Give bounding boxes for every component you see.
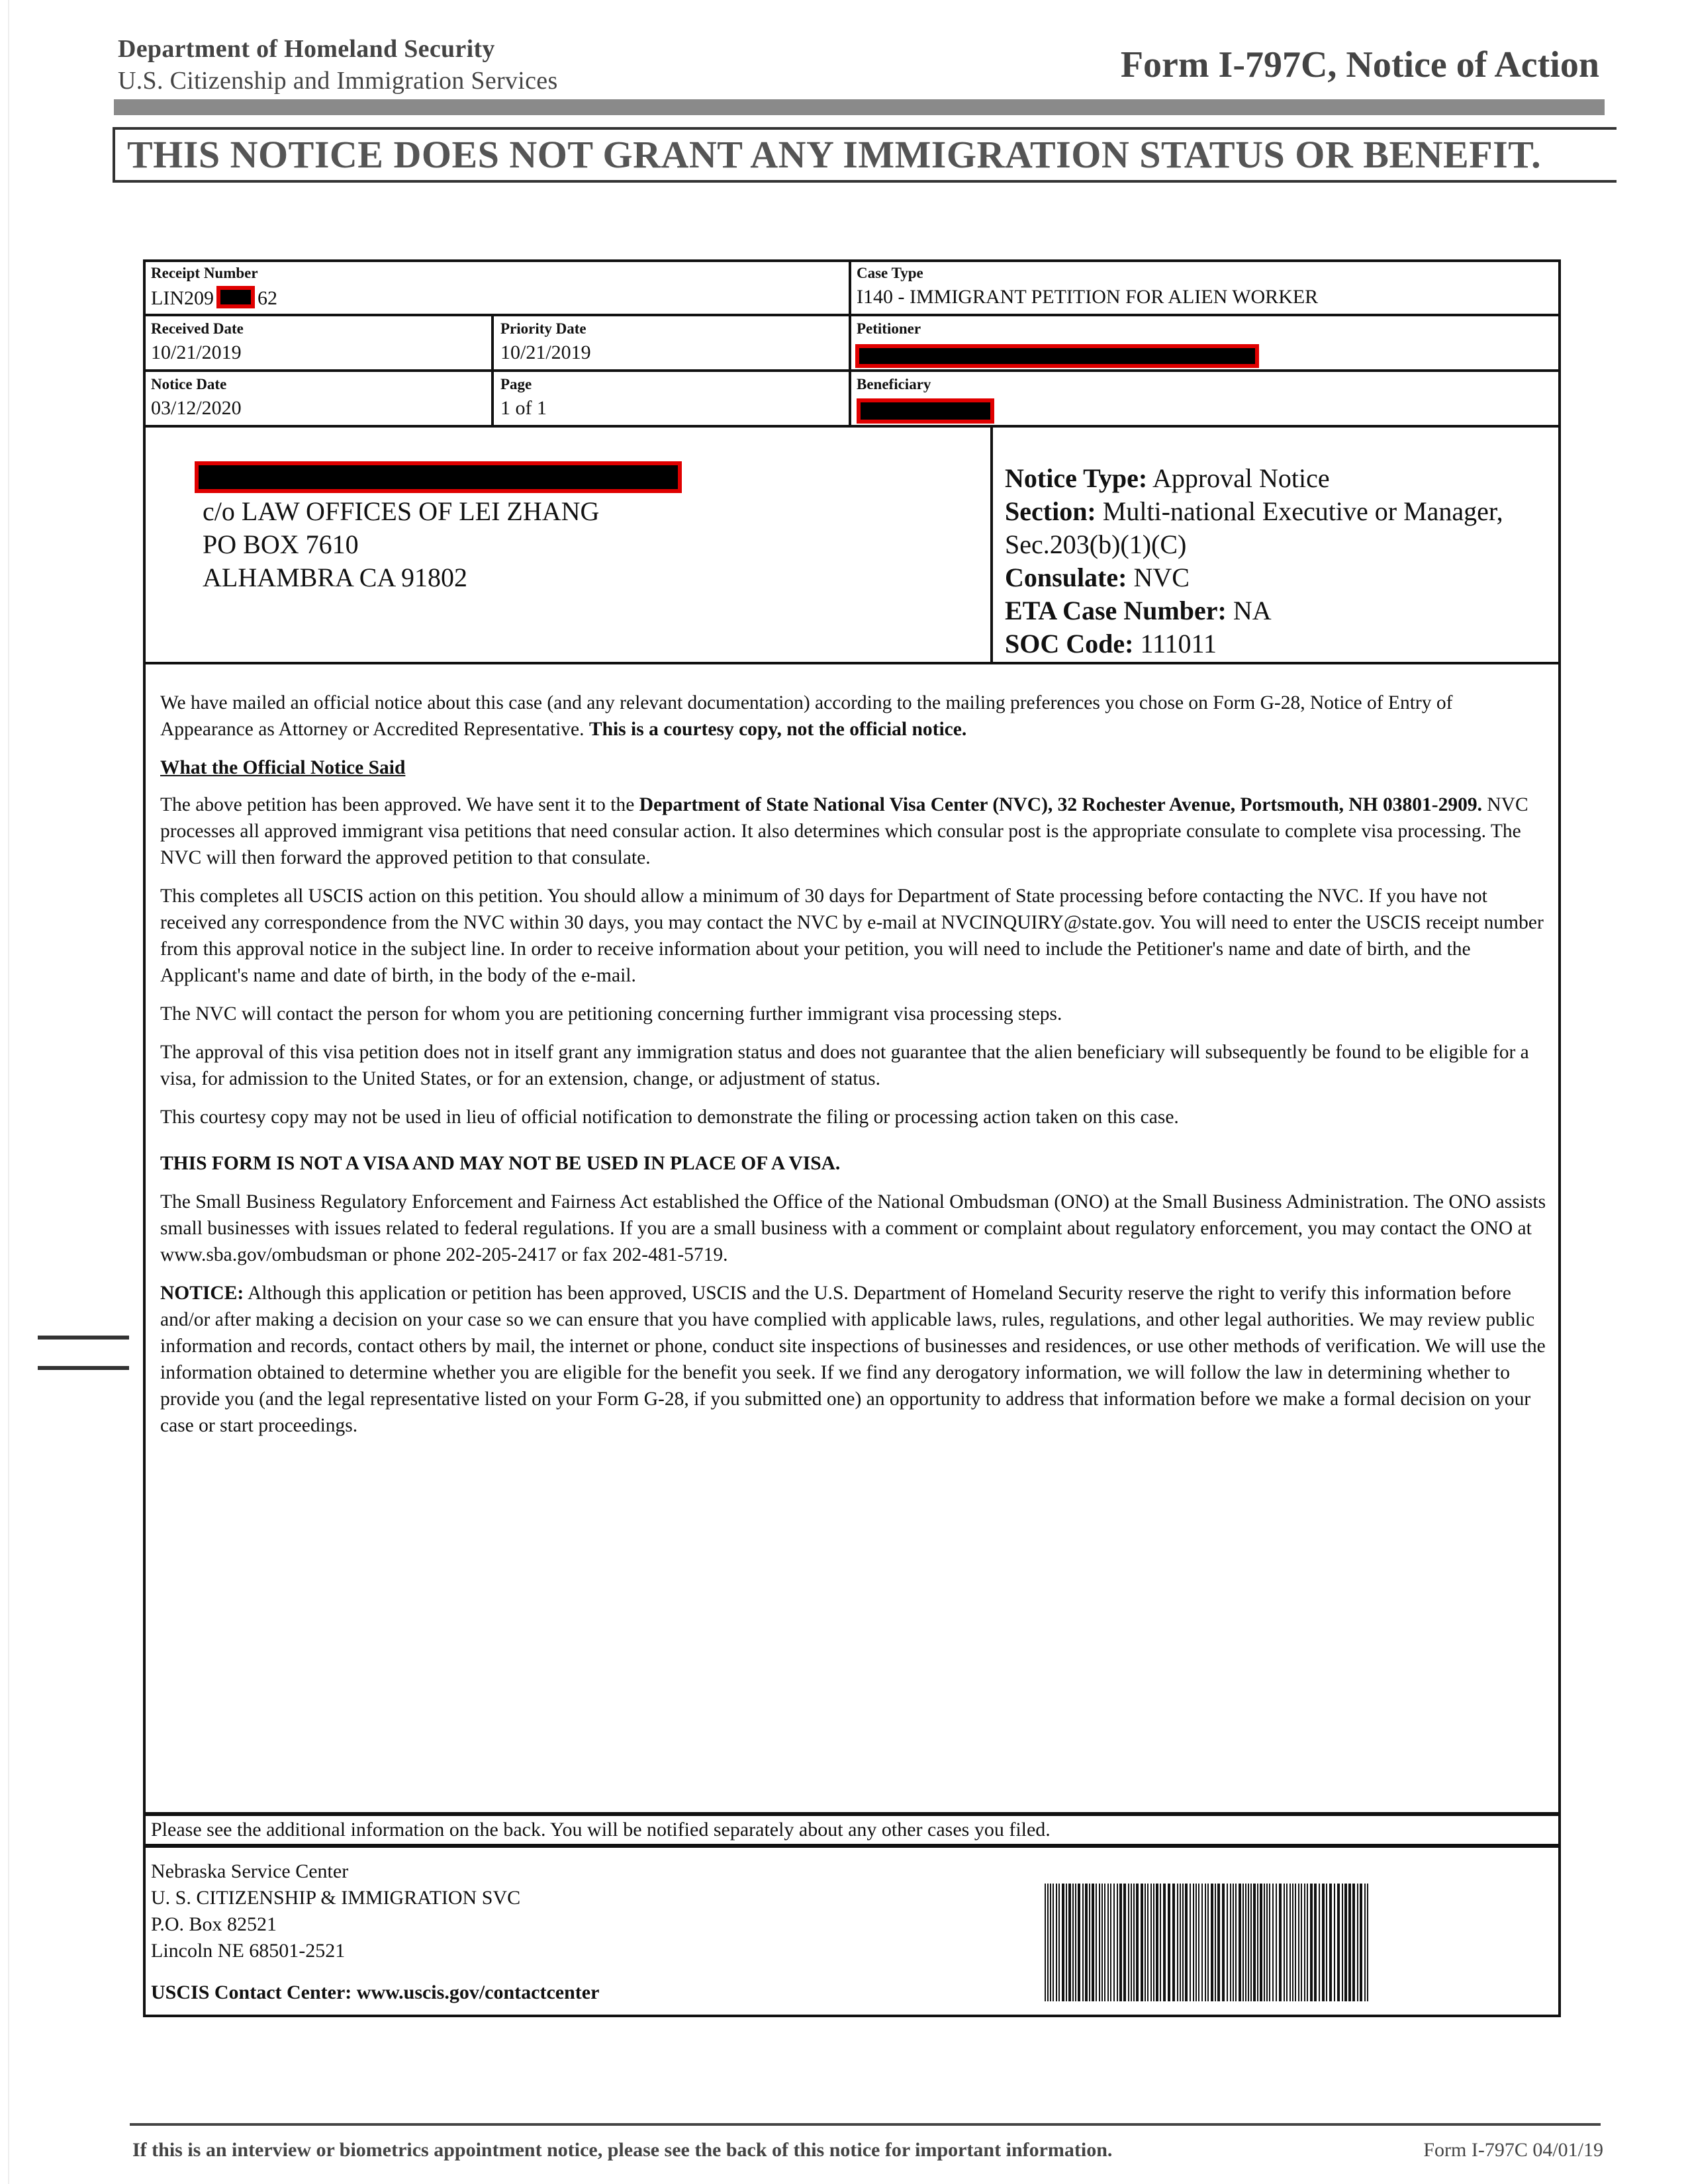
- barcode-bar: [1205, 1884, 1206, 2001]
- barcode-bar: [1248, 1884, 1249, 2001]
- barcode-bar: [1145, 1884, 1146, 2001]
- see-back-note: Please see the additional information on the back. You will be notified separately about any other cases you filed.: [151, 1819, 1051, 1841]
- barcode-bar: [1322, 1884, 1325, 2001]
- barcode-bar: [1260, 1884, 1262, 2001]
- section-row: [1005, 495, 1503, 528]
- barcode-bar: [1207, 1884, 1209, 2001]
- receipt-number-suffix: 62: [257, 287, 277, 309]
- barcode-bar: [1053, 1884, 1054, 2001]
- divider: [143, 369, 1561, 372]
- barcode-bar: [1310, 1884, 1313, 2001]
- barcode-bar: [1104, 1884, 1105, 2001]
- notice-body: [160, 690, 1547, 1451]
- fold-mark: [38, 1336, 129, 1340]
- barcode-bar: [1301, 1884, 1302, 2001]
- notice-date: 03/12/2020: [151, 397, 242, 419]
- barcode-bar: [1193, 1884, 1194, 2001]
- paragraph: The Small Business Regulatory Enforcement and Fairness Act established the Office of the National Ombudsman (ONO) at the Small Business Administration. The ONO assists small businesses with issues related to federal regulations. If you are a small business with a comment or complaint about regulatory enforcement, you may contact the ONO at www.sba.gov/ombudsman or phone 202-205-2417 or fax 202-481-5719.: [160, 1191, 1546, 1265]
- barcode-bar: [1357, 1884, 1358, 2001]
- paragraph-text: Although this application or petition has been approved, USCIS and the U.S. Department of Homeland Security reserve the right to verify this information before and/or after making a decision on your case so we can ensure that you have complied with applicable laws, rules, regulations, and other legal authorities. We may review public information and records, contact others by mail, the internet or phone, conduct site inspections of businesses and residences, or use other methods of verification. We will use the information obtained to determine whether you are eligible for the benefit you seek. If we find any derogatory information, we will follow the law in determining whether to provide you (and the legal representative listed on your Form G-28, if you submitted one) an opportunity to address that information before we make a formal decision on your case or start proceedings.: [160, 1283, 1546, 1436]
- barcode-bar: [1102, 1884, 1103, 2001]
- barcode-bar: [1243, 1884, 1244, 2001]
- barcode-bar: [1156, 1884, 1158, 2001]
- soc-label: SOC Code:: [1005, 629, 1134, 659]
- divider: [143, 662, 1561, 664]
- barcode-bar: [1367, 1884, 1368, 2001]
- barcode-bar: [1185, 1884, 1188, 2001]
- beneficiary-label: Beneficiary: [857, 376, 931, 392]
- paragraph: The NVC will contact the person for whom you are petitioning concerning further immigrant visa processing steps.: [160, 1003, 1062, 1024]
- page-label: Page: [500, 376, 532, 392]
- eta-row: [1005, 594, 1503, 627]
- barcode-bar: [1119, 1884, 1122, 2001]
- notice-label: NOTICE:: [160, 1283, 244, 1304]
- barcode-bar: [1198, 1884, 1199, 2001]
- barcode-bar: [1068, 1884, 1071, 2001]
- center-line: Lincoln NE 68501-2521: [151, 1940, 346, 1962]
- barcode-bar: [1284, 1884, 1285, 2001]
- notice-type-label: Notice Type:: [1005, 463, 1148, 493]
- paragraph: [160, 792, 1547, 871]
- mailing-address: [203, 495, 599, 594]
- barcode-bar: [1295, 1884, 1296, 2001]
- barcode-bar: [1050, 1884, 1051, 2001]
- barcode-bar: [1190, 1884, 1191, 2001]
- visa-disclaimer: THIS FORM IS NOT A VISA AND MAY NOT BE USED IN PLACE OF A VISA.: [160, 1153, 841, 1174]
- barcode-bar: [1307, 1884, 1308, 2001]
- barcode-bar: [1136, 1884, 1139, 2001]
- barcode-bar: [1056, 1884, 1057, 2001]
- petitioner-redaction: [855, 344, 1259, 368]
- barcode-bar: [1329, 1884, 1332, 2001]
- divider: [143, 1844, 1561, 1848]
- barcode-bar: [1066, 1884, 1067, 2001]
- notice-type-row: [1005, 462, 1503, 495]
- divider: [143, 314, 1561, 316]
- barcode-bar: [1264, 1884, 1265, 2001]
- barcode-bar: [1279, 1884, 1282, 2001]
- divider: [849, 259, 851, 426]
- barcode-bar: [1230, 1884, 1231, 2001]
- paragraph-text: We have mailed an official notice about this case (and any relevant documentation) according to the mailing preferences you chose on Form G-28, Notice of Entry of Appearance as Attorney or Accredited Representative.: [160, 692, 1453, 740]
- barcode-bar: [1235, 1884, 1237, 2001]
- scan-margin-line: [8, 0, 9, 2184]
- notice-details: [1005, 462, 1503, 660]
- barcode-bar: [1168, 1884, 1170, 2001]
- form-edition: Form I-797C 04/01/19: [1423, 2139, 1603, 2161]
- barcode-bar: [1245, 1884, 1246, 2001]
- barcode-bar: [1180, 1884, 1181, 2001]
- barcode-bar: [1082, 1884, 1084, 2001]
- barcode-bar: [1047, 1884, 1049, 2001]
- soc-code: 111011: [1140, 629, 1217, 659]
- barcode-bar: [1141, 1884, 1143, 2001]
- consulate-row: [1005, 561, 1503, 594]
- barcode-bar: [1177, 1884, 1178, 2001]
- barcode-bar: [1153, 1884, 1154, 2001]
- center-line: Nebraska Service Center: [151, 1860, 349, 1882]
- barcode-bar: [1233, 1884, 1234, 2001]
- paragraph-bold: This is a courtesy copy, not the official notice.: [588, 719, 967, 740]
- barcode-bar: [1058, 1884, 1060, 2001]
- address-line: PO BOX 7610: [203, 529, 359, 559]
- case-type-label: Case Type: [857, 265, 923, 281]
- barcode-bar: [1239, 1884, 1241, 2001]
- barcode-bar: [1117, 1884, 1118, 2001]
- divider: [143, 1812, 1561, 1816]
- paragraph-text: The above petition has been approved. We have sent it to the: [160, 794, 639, 815]
- nvc-address: Department of State National Visa Center (NVC), 32 Rochester Avenue, Portsmouth, NH 03801-2909.: [639, 794, 1482, 815]
- priority-date-label: Priority Date: [500, 320, 586, 337]
- center-line: U. S. CITIZENSHIP & IMMIGRATION SVC: [151, 1887, 521, 1909]
- barcode-bar: [1045, 1884, 1046, 2001]
- barcode-bar: [1286, 1884, 1288, 2001]
- barcode-bar: [1147, 1884, 1149, 2001]
- divider: [491, 315, 494, 426]
- barcode-bar: [1150, 1884, 1152, 2001]
- divider: [990, 426, 993, 663]
- barcode-bar: [1096, 1884, 1097, 2001]
- barcode-bar: [1089, 1884, 1090, 2001]
- paragraph: This courtesy copy may not be used in lieu of official notification to demonstrate the filing or processing action taken on this case.: [160, 1107, 1179, 1128]
- barcode-bar: [1348, 1884, 1351, 2001]
- agency-name: Department of Homeland Security: [118, 35, 495, 63]
- barcode-bar: [1128, 1884, 1129, 2001]
- barcode-bar: [1085, 1884, 1088, 2001]
- barcode-bar: [1344, 1884, 1347, 2001]
- redaction-box: [216, 286, 255, 308]
- barcode-bar: [1160, 1884, 1161, 2001]
- barcode-bar: [1215, 1884, 1216, 2001]
- barcode-bar: [1276, 1884, 1277, 2001]
- agency-subname: U.S. Citizenship and Immigration Services: [118, 67, 558, 95]
- priority-date: 10/21/2019: [500, 341, 591, 363]
- received-date-label: Received Date: [151, 320, 244, 337]
- barcode-bar: [1334, 1884, 1335, 2001]
- status-banner: [113, 127, 1617, 183]
- barcode-bar: [1062, 1884, 1064, 2001]
- section-cont: Sec.203(b)(1)(C): [1005, 529, 1187, 559]
- case-type: I140 - IMMIGRANT PETITION FOR ALIEN WORKER: [857, 286, 1319, 308]
- barcode-bar: [1352, 1884, 1355, 2001]
- beneficiary-redaction: [857, 398, 994, 424]
- page-number: 1 of 1: [500, 397, 547, 419]
- eta-case-number: NA: [1233, 596, 1272, 625]
- barcode-bar: [1364, 1884, 1366, 2001]
- receipt-number-label: Receipt Number: [151, 265, 258, 281]
- barcode-bar: [1342, 1884, 1343, 2001]
- barcode-bar: [1072, 1884, 1074, 2001]
- notice-date-label: Notice Date: [151, 376, 227, 392]
- section-header: What the Official Notice Said: [160, 757, 406, 778]
- consulate: NVC: [1133, 563, 1190, 592]
- receipt-number-prefix: LIN209: [151, 287, 214, 309]
- contact-center: USCIS Contact Center: www.uscis.gov/contactcenter: [151, 1981, 600, 2003]
- eta-label: ETA Case Number:: [1005, 596, 1227, 625]
- divider: [143, 425, 1561, 428]
- barcode-bar: [1110, 1884, 1111, 2001]
- barcode-bar: [1266, 1884, 1268, 2001]
- barcode-bar: [1289, 1884, 1291, 2001]
- barcode-bar: [1163, 1884, 1166, 2001]
- barcode-bar: [1113, 1884, 1115, 2001]
- address-line: c/o LAW OFFICES OF LEI ZHANG: [203, 496, 600, 526]
- barcode-bar: [1298, 1884, 1299, 2001]
- barcode-bar: [1227, 1884, 1228, 2001]
- footer-note: If this is an interview or biometrics appointment notice, please see the back of this notice for important information.: [132, 2139, 1113, 2161]
- barcode-bar: [1326, 1884, 1327, 2001]
- status-banner-text: THIS NOTICE DOES NOT GRANT ANY IMMIGRATION STATUS OR BENEFIT.: [127, 133, 1542, 176]
- footer-rule: [130, 2123, 1601, 2126]
- header-band: [114, 99, 1605, 115]
- address-line: ALHAMBRA CA 91802: [203, 563, 468, 592]
- service-center-address: [151, 1858, 520, 1964]
- barcode-bar: [1201, 1884, 1203, 2001]
- barcode-bar: [1319, 1884, 1320, 2001]
- soc-row: [1005, 627, 1503, 660]
- barcode-bar: [1360, 1884, 1362, 2001]
- fold-mark: [38, 1366, 129, 1370]
- paragraph-text: NVC processes all approved immigrant visa petitions that need consular action. It also determines which consular post is the appropriate consulate to complete visa processing. The NVC will then forward the approved petition to that consulate.: [160, 794, 1528, 868]
- barcode-bar: [1107, 1884, 1109, 2001]
- barcode-bar: [1078, 1884, 1080, 2001]
- barcode-bar: [1133, 1884, 1135, 2001]
- barcode-bar: [1075, 1884, 1076, 2001]
- paragraph: The approval of this visa petition does not in itself grant any immigration status and does not guarantee that the alien beneficiary will subsequently be found to be eligible for a visa, for admission to the United States, or for an extension, change, or adjustment of status.: [160, 1042, 1529, 1089]
- paragraph: [160, 1280, 1547, 1439]
- barcode-bar: [1092, 1884, 1094, 2001]
- barcode-bar: [1222, 1884, 1225, 2001]
- petitioner-label: Petitioner: [857, 320, 921, 337]
- center-line: P.O. Box 82521: [151, 1913, 277, 1935]
- barcode-bar: [1196, 1884, 1197, 2001]
- receipt-number: [151, 286, 277, 310]
- barcode-bar: [1272, 1884, 1274, 2001]
- barcode-bar: [1250, 1884, 1252, 2001]
- notice-type: Approval Notice: [1152, 463, 1330, 493]
- consulate-label: Consulate:: [1005, 563, 1127, 592]
- barcode-bar: [1131, 1884, 1132, 2001]
- barcode: [1045, 1884, 1376, 2001]
- barcode-bar: [1211, 1884, 1213, 2001]
- barcode-bar: [1172, 1884, 1175, 2001]
- paragraph: [160, 690, 1547, 743]
- barcode-bar: [1337, 1884, 1340, 2001]
- paragraph: This completes all USCIS action on this petition. You should allow a minimum of 30 days for Department of State processing before contacting the NVC. If you have not received any correspondence from the NVC within 30 days, you may contact the NVC by e-mail at NVCINQUIRY@state.gov. You will need to enter the USCIS receipt number from this approval notice in the subject line. In order to receive information about your petition, you will need to include the Petitioner's name and date of birth, and the Applicant's name and date of birth, in the body of the e-mail.: [160, 886, 1544, 986]
- barcode-bar: [1269, 1884, 1270, 2001]
- barcode-bar: [1253, 1884, 1256, 2001]
- barcode-bar: [1217, 1884, 1220, 2001]
- received-date: 10/21/2019: [151, 341, 242, 363]
- barcode-bar: [1304, 1884, 1305, 2001]
- addressee-redaction: [195, 461, 682, 493]
- barcode-bar: [1099, 1884, 1100, 2001]
- form-title: Form I-797C, Notice of Action: [1120, 44, 1599, 85]
- barcode-bar: [1257, 1884, 1258, 2001]
- barcode-bar: [1292, 1884, 1293, 2001]
- barcode-bar: [1314, 1884, 1317, 2001]
- barcode-bar: [1123, 1884, 1126, 2001]
- section: Multi-national Executive or Manager,: [1102, 496, 1503, 526]
- barcode-bar: [1182, 1884, 1184, 2001]
- section-label: Section:: [1005, 496, 1096, 526]
